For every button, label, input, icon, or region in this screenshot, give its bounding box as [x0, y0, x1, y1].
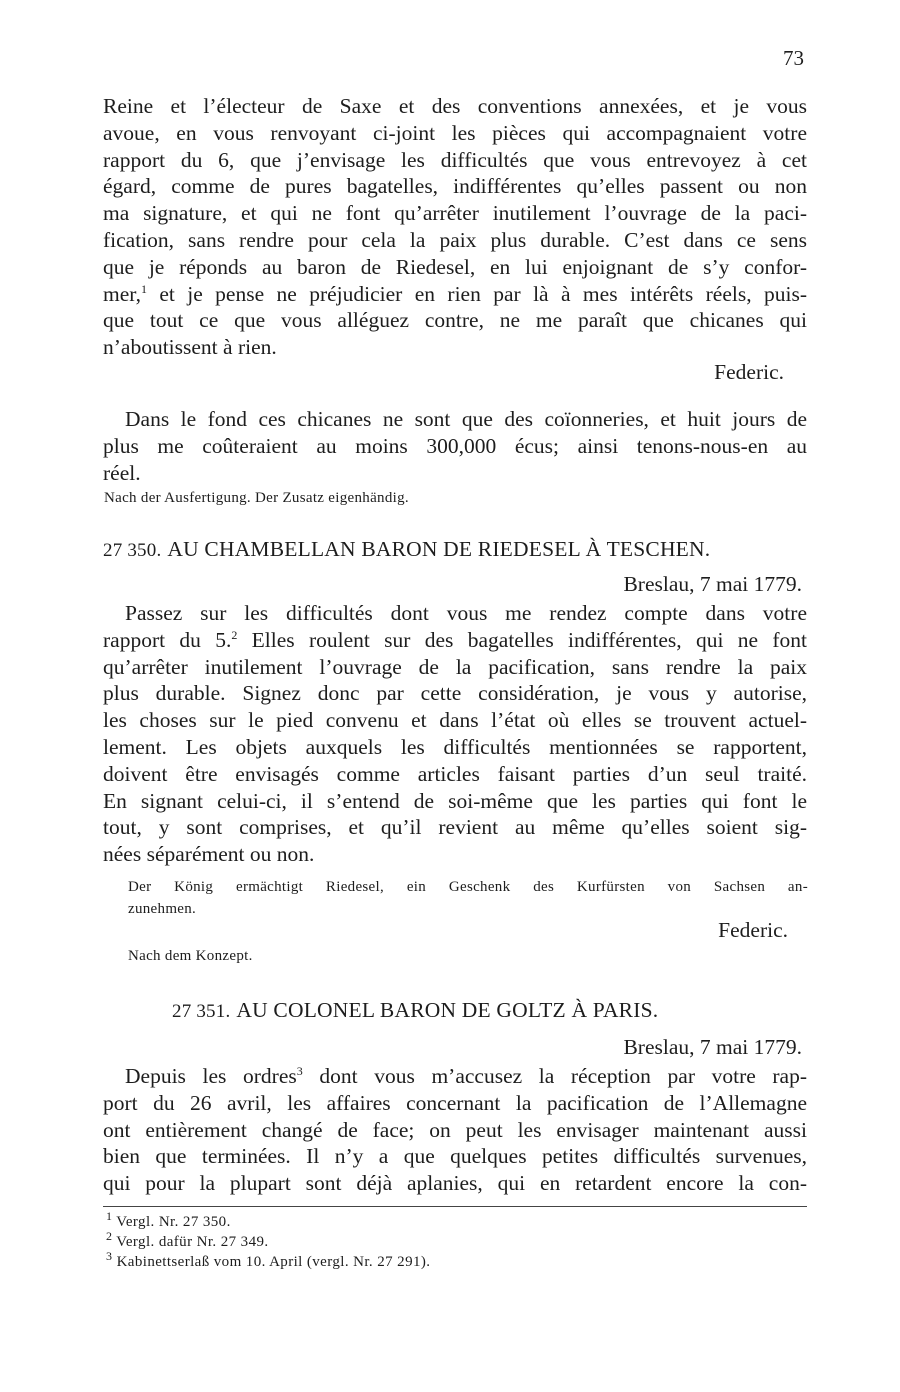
footnote-mark: 3	[106, 1249, 113, 1263]
signature: Federic.	[714, 360, 784, 384]
text-line: ma signature, et qui ne font qu’arrêter inutilement l’ouvrage de la paci-	[103, 201, 807, 226]
text-line: n’aboutissent à rien.	[103, 335, 277, 360]
letter-number: 27 351.	[172, 1001, 231, 1022]
letter-heading	[103, 537, 710, 562]
text-segment: et je pense ne préjudicier en rien par là à mes intérêts réels, puis-	[146, 281, 807, 306]
letter-body	[103, 1063, 807, 1197]
text-line: Dans le fond ces chicanes ne sont que des coïonneries, et huit jours de	[125, 407, 807, 431]
text-line: qui pour la plupart sont déjà aplanies, qui en retardent encore la con-	[103, 1171, 807, 1196]
summary-line: zunehmen.	[128, 901, 197, 917]
text-line: rapport du 6, que j’envisage les difficultés que vous entrevoyez à cet	[103, 147, 807, 172]
footnote-ref: 3	[296, 1063, 303, 1078]
place-date: Breslau, 7 mai 1779.	[623, 572, 802, 596]
postscript	[103, 406, 807, 486]
text-line: nées séparément ou non.	[103, 842, 315, 867]
text-line: En signant celui-ci, il s’entend de soi-même que les parties qui font le	[103, 788, 807, 813]
text-line	[103, 281, 807, 308]
text-line: plus me coûteraient au moins 300,000 écus; ainsi tenons-nous-en au	[103, 433, 807, 458]
letter-number: 27 350.	[103, 540, 162, 561]
footnotes	[106, 1209, 706, 1272]
text-segment: Depuis les ordres	[125, 1064, 297, 1088]
place-date: Breslau, 7 mai 1779.	[623, 1035, 802, 1059]
page-number: 73	[783, 46, 804, 70]
text-segment: rapport du 5.	[103, 627, 232, 652]
text-line: Reine et l’électeur de Saxe et des conventions annexées, et je vous	[103, 94, 807, 118]
text-line: doivent être envisagés comme articles faisant parties d’un seul traité.	[103, 761, 807, 786]
letter-continuation	[103, 93, 807, 361]
text-line	[103, 627, 807, 654]
footnote-rule	[103, 1206, 807, 1207]
text-line: lement. Les objets auxquels les difficultés mentionnées se rapportent,	[103, 734, 807, 759]
signature: Federic.	[718, 918, 788, 942]
letter-summary	[128, 876, 808, 920]
footnote-ref: 1	[140, 281, 147, 296]
letter-title: AU CHAMBELLAN BARON DE RIEDESEL À TESCHEN.	[167, 537, 711, 561]
footnote-ref: 2	[231, 627, 238, 642]
text-line: fication, sans rendre pour cela la paix plus durable. C’est dans ce sens	[103, 227, 807, 252]
source-note: Nach der Ausfertigung. Der Zusatz eigenhändig.	[104, 490, 409, 506]
text-line: bien que terminées. Il n’y a que quelques petites difficultés survenues,	[103, 1144, 807, 1169]
text-line: plus durable. Signez donc par cette considération, je vous y autorise,	[103, 681, 807, 706]
footnote	[106, 1229, 706, 1252]
text-segment: dont vous m’accusez la réception par votre rap-	[302, 1064, 807, 1088]
text-line	[103, 1063, 807, 1090]
text-line: que je réponds au baron de Riedesel, en lui enjoignant de s’y confor-	[103, 254, 807, 279]
text-line: port du 26 avril, les affaires concernant la pacification de l’Allemagne	[103, 1090, 807, 1115]
text-line: tout, y sont comprises, et qu’il revient au même qu’elles soient sig-	[103, 815, 807, 840]
text-line: ont entièrement changé de face; on peut les envisager maintenant aussi	[103, 1117, 807, 1142]
letter-body	[103, 600, 807, 868]
footnote-mark: 2	[106, 1229, 113, 1243]
source-note: Nach dem Konzept.	[128, 948, 253, 964]
footnote	[106, 1249, 706, 1272]
footnote	[106, 1209, 706, 1232]
summary-line: Der König ermächtigt Riedesel, ein Geschenk des Kurfürsten von Sachsen an-	[128, 879, 808, 895]
text-line: les choses sur le pied convenu et dans l’état où elles se trouvent actuel-	[103, 708, 807, 733]
text-line: réel.	[103, 460, 141, 485]
footnote-text: Kabinettserlaß vom 10. April (vergl. Nr. 27 291).	[116, 1254, 431, 1270]
text-segment: Elles roulent sur des bagatelles indifférentes, qui ne font	[237, 627, 807, 652]
text-line: avoue, en vous renvoyant ci-joint les pièces qui accompagnaient votre	[103, 120, 807, 145]
footnote-text: Vergl. dafür Nr. 27 349.	[116, 1234, 269, 1250]
text-line: Passez sur les difficultés dont vous me rendez compte dans votre	[125, 601, 807, 625]
text-line: qu’arrêter inutilement l’ouvrage de la pacification, sans rendre la paix	[103, 654, 807, 679]
letter-heading	[172, 998, 658, 1023]
text-segment: mer,	[103, 281, 141, 306]
text-line: égard, comme de pures bagatelles, indifférentes qu’elles passent ou non	[103, 174, 807, 199]
text-line: que tout ce que vous alléguez contre, ne me paraît que chicanes qui	[103, 308, 807, 333]
footnote-mark: 1	[106, 1209, 113, 1223]
letter-title: AU COLONEL BARON DE GOLTZ À PARIS.	[236, 998, 659, 1022]
footnote-text: Vergl. Nr. 27 350.	[116, 1214, 231, 1230]
